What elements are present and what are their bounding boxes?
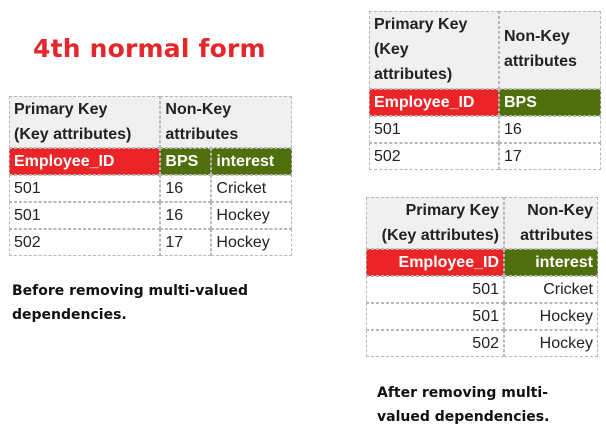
cell-employee-id: 502 [9,229,160,256]
cell-employee-id: 501 [366,303,504,330]
column-bps: BPS [160,148,211,175]
cell-employee-id: 501 [366,276,504,303]
primary-key-header: Primary Key (Key attributes) [369,11,499,89]
cell-interest: Hockey [211,202,292,229]
column-employee-id: Employee_ID [9,148,160,175]
header-row [369,11,601,89]
after-table-employee-interest [366,197,598,357]
primary-key-header: Primary Key (Key attributes) [366,197,504,249]
cell-employee-id: 501 [9,202,160,229]
primary-key-header: Primary Key (Key attributes) [9,96,160,148]
cell-interest: Hockey [211,229,292,256]
non-key-header: Non-Key attributes [504,197,598,249]
table-row [366,303,598,330]
cell-bps: 17 [160,229,211,256]
cell-employee-id: 502 [369,143,499,170]
cell-bps: 16 [499,116,601,143]
cell-employee-id: 502 [366,330,504,357]
column-employee-id: Employee_ID [366,249,504,276]
table-row [9,202,292,229]
table-row [9,229,292,256]
table-row [9,175,292,202]
table-row [369,116,601,143]
cell-bps: 16 [160,202,211,229]
cell-employee-id: 501 [369,116,499,143]
column-interest: interest [211,148,292,175]
after-table-employee-bps [369,11,601,170]
cell-employee-id: 501 [9,175,160,202]
table-row [369,143,601,170]
before-caption: Before removing multi-valued dependencies. [12,283,249,323]
column-bps: BPS [499,89,601,116]
non-key-header: Non-Key attributes [499,11,601,89]
header-row [9,96,292,148]
cell-bps: 16 [160,175,211,202]
table-row [366,276,598,303]
column-interest: interest [504,249,598,276]
column-row [369,89,601,116]
column-row [366,249,598,276]
page-title: 4th normal form [33,34,266,63]
cell-interest: Hockey [504,330,598,357]
cell-interest: Cricket [504,276,598,303]
after-caption: After removing multi- valued dependencies. [377,385,550,425]
column-employee-id: Employee_ID [369,89,499,116]
non-key-header: Non-Key attributes [160,96,292,148]
column-row [9,148,292,175]
header-row [366,197,598,249]
cell-interest: Cricket [211,175,292,202]
before-table [9,96,292,256]
table-row [366,330,598,357]
cell-interest: Hockey [504,303,598,330]
cell-bps: 17 [499,143,601,170]
